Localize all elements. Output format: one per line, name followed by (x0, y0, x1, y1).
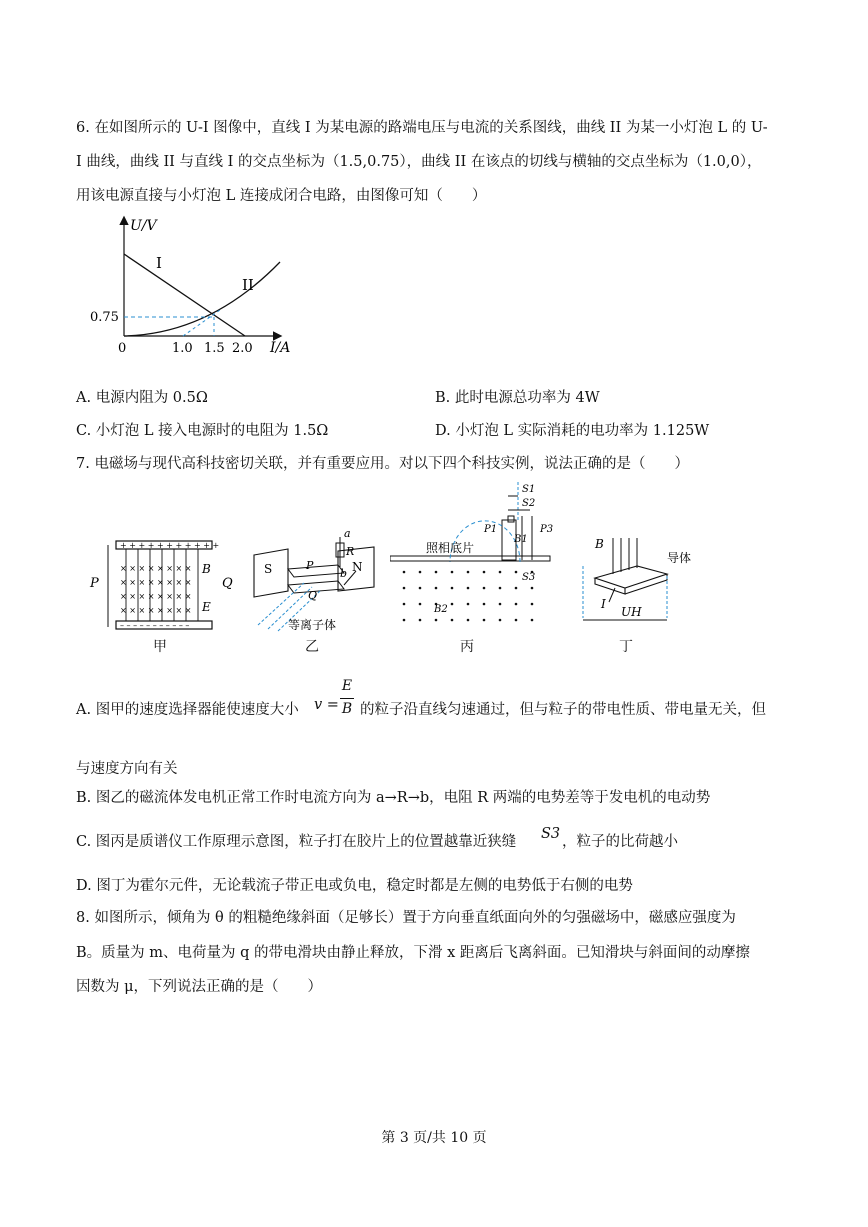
x-tick-label-3: 2.0 (232, 341, 253, 356)
x-tick-label-1: 1.0 (172, 341, 193, 356)
figure-yi-caption: 乙 (305, 639, 319, 655)
ding-i-label: I (601, 597, 606, 611)
q7-option-c-s3: S3 (541, 826, 561, 842)
y-tick-label: 0.75 (90, 310, 119, 325)
q7-option-a-pre: A. 图甲的速度选择器能使速度大小 (76, 702, 299, 718)
origin-label: 0 (118, 341, 127, 356)
ding-uh-label: UH (621, 605, 642, 619)
q8-line-1: 8. 如图所示，倾角为 θ 的粗糙绝缘斜面（足够长）置于方向垂直纸面向外的匀强磁场中，磁感应强度为 (76, 910, 736, 926)
bing-b1-label: B1 (514, 534, 528, 545)
ding-conductor-label: 导体 (667, 551, 692, 565)
line-i-label: I (156, 254, 162, 272)
bing-p3-label: P3 (540, 524, 554, 535)
x-tick-label-2: 1.5 (204, 341, 225, 356)
svg-text:× × × × × × × ×: × × × × × × × × (120, 578, 192, 587)
ding-b-label: B (595, 537, 604, 551)
curve-ii-label: II (242, 276, 254, 294)
q7-option-a-numerator: E (341, 678, 353, 694)
q6-line-2: I 曲线，曲线 II 与直线 I 的交点坐标为（1.5,0.75），曲线 II 在该点的切线与横轴的交点坐标为（1.0,0）， (76, 154, 762, 170)
yi-n-label: N (352, 560, 363, 574)
figure-ding-caption: 丁 (619, 639, 633, 655)
svg-text:– – – – – – – – – – –: – – – – – – – – – – – (120, 621, 190, 630)
jia-q-label: Q (222, 576, 233, 591)
yi-s-label: S (264, 562, 273, 576)
q7-stem: 7. 电磁场与现代高科技密切关联，并有重要应用。对以下四个科技实例，说法正确的是（ ） (76, 456, 689, 472)
jia-e-label: E (202, 600, 211, 614)
x-axis-label: I/A (270, 340, 291, 356)
q7-option-c-post: ，粒子的比荷越小 (562, 834, 678, 850)
bing-film-label: 照相底片 (426, 541, 475, 555)
q7-option-a-line-2: 与速度方向有关 (76, 761, 178, 777)
yi-a-label: a (344, 527, 351, 540)
page-footer: 第 3 页/共 10 页 (381, 1130, 487, 1146)
figure-bing-mass-spectrometer (390, 480, 560, 630)
q6-line-1: 6. 在如图所示的 U-I 图像中，直线 I 为某电源的路端电压与电流的关系图线，曲线 II 为某一小灯泡 L 的 U- (76, 120, 768, 136)
q7-option-a-denominator: B (341, 701, 353, 717)
figure-ding-hall-element (575, 530, 705, 635)
bing-p1-label: P1 (484, 524, 498, 535)
svg-text:+ + + + + + + + + + +: + + + + + + + + + + + (120, 541, 220, 550)
q7-option-d: D. 图丁为霍尔元件，无论载流子带正电或负电，稳定时都是左侧的电势低于右侧的电势 (76, 878, 633, 894)
q7-option-c-pre: C. 图丙是质谱仪工作原理示意图，粒子打在胶片上的位置越靠近狭缝 (76, 834, 517, 850)
q7-option-a-post: 的粒子沿直线匀速通过，但与粒子的带电性质、带电量无关，但 (360, 702, 766, 718)
yi-q-label: Q (308, 589, 318, 602)
q8-line-2: B。质量为 m、电荷量为 q 的带电滑块由静止释放，下滑 x 距离后飞离斜面。已知滑块与斜面间的动摩擦 (76, 945, 750, 961)
y-axis-label: U/V (130, 218, 157, 234)
figure-jia-caption: 甲 (153, 639, 167, 655)
svg-text:× × × × × × × ×: × × × × × × × × (120, 606, 192, 615)
figure-jia-velocity-selector (88, 535, 238, 635)
jia-b-label: B (202, 562, 211, 576)
q8-line-3: 因数为 μ，下列说法正确的是（ ） (76, 979, 323, 995)
bing-s3-label: S3 (522, 572, 536, 583)
q6-line-3: 用该电源直接与小灯泡 L 连接成闭合电路，由图像可知（ ） (76, 188, 487, 204)
yi-r-label: R (346, 545, 355, 558)
bing-b2-label: B2 (434, 604, 448, 615)
figure-bing-caption: 丙 (460, 639, 474, 655)
yi-p-label: P (306, 559, 314, 572)
svg-text:× × × × × × × ×: × × × × × × × × (120, 564, 192, 573)
yi-plasma-label: 等离子体 (288, 618, 337, 632)
q6-option-d: D. 小灯泡 L 实际消耗的电功率为 1.125W (435, 423, 710, 439)
q6-option-a: A. 电源内阻为 0.5Ω (76, 390, 208, 406)
figure-yi-mhd-generator (248, 525, 388, 635)
q7-option-b: B. 图乙的磁流体发电机正常工作时电流方向为 a→R→b，电阻 R 两端的电势差等于发电机的电动势 (76, 790, 711, 806)
svg-text:× × × × × × × ×: × × × × × × × × (120, 592, 192, 601)
fraction-bar (340, 698, 354, 699)
q6-option-c: C. 小灯泡 L 接入电源时的电阻为 1.5Ω (76, 423, 329, 439)
q6-option-b: B. 此时电源总功率为 4W (435, 390, 600, 406)
q7-option-a-v: v = (314, 697, 339, 713)
yi-b-label: b (340, 567, 348, 580)
bing-s1-label: S1 (522, 484, 536, 495)
u-i-graph (90, 210, 320, 360)
jia-p-label: P (90, 576, 99, 591)
bing-s2-label: S2 (522, 498, 536, 509)
